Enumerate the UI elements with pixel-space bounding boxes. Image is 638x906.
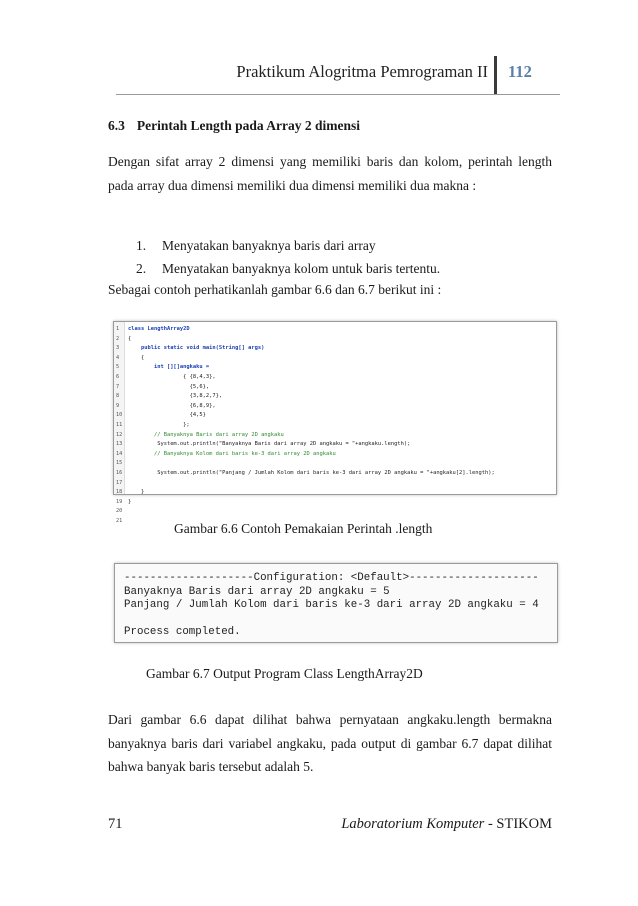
code-line-number: 21 bbox=[116, 517, 123, 524]
code-line-number: 5 bbox=[116, 364, 120, 371]
code-line-number: 15 bbox=[116, 460, 123, 467]
code-line: public static void main(String[] args) bbox=[128, 345, 265, 352]
header-divider bbox=[494, 56, 497, 94]
section-heading bbox=[108, 118, 552, 134]
code-text bbox=[128, 325, 495, 526]
code-line-number: 19 bbox=[116, 498, 123, 505]
code-line: int [][]angkaku = bbox=[128, 364, 210, 371]
header-title: Praktikum Alogritma Pemrograman II bbox=[236, 62, 488, 81]
page-header bbox=[0, 56, 638, 96]
paragraph-intro: Dengan sifat array 2 dimensi yang memiliki baris dan kolom, perintah length pada array dua dimensi memiliki dua dimensi memiliki dua makna : bbox=[108, 154, 552, 193]
list-item bbox=[136, 235, 556, 258]
code-line-number: 17 bbox=[116, 479, 123, 486]
code-line-number: 4 bbox=[116, 354, 120, 361]
paragraph-conclusion: Dari gambar 6.6 dapat dilihat bahwa pernyataan angkaku.length bermakna banyaknya baris dari variabel angkaku, pada output di gambar 6.7 dapat dilihat bahwa banyak baris tersebut adalah 5. bbox=[108, 712, 552, 774]
list-item-number: 2. bbox=[136, 260, 147, 276]
code-line: {4,5} bbox=[128, 412, 206, 419]
list-item bbox=[136, 258, 556, 281]
footer-lab bbox=[341, 816, 552, 833]
output-line: Panjang / Jumlah Kolom dari baris ke-3 dari array 2D angkaku = 4 bbox=[124, 599, 539, 611]
output-screenshot bbox=[114, 563, 558, 643]
code-line-number: 3 bbox=[116, 345, 120, 352]
code-line-number: 8 bbox=[116, 393, 120, 400]
code-line-number: 7 bbox=[116, 383, 120, 390]
code-line: }; bbox=[128, 421, 190, 428]
code-line: class LengthArray2D bbox=[128, 326, 190, 332]
code-line bbox=[128, 459, 495, 469]
code-line-number: 2 bbox=[116, 335, 120, 342]
output-line: --------------------Configuration: <Default>-------------------- bbox=[124, 572, 539, 584]
code-line: } bbox=[128, 498, 132, 505]
code-line bbox=[128, 479, 495, 489]
list-item-number: 1. bbox=[136, 238, 147, 253]
code-line: System.out.println("Panjang / Jumlah Kolom dari baris ke-3 dari array 2D angkaku = "+angkaku[2].length); bbox=[128, 469, 495, 476]
meaning-list bbox=[136, 235, 556, 280]
code-line bbox=[128, 507, 495, 517]
code-line: { bbox=[128, 335, 132, 342]
output-line: Banyaknya Baris dari array 2D angkaku = 5 bbox=[124, 585, 390, 598]
figure-caption-6-6: Gambar 6.6 Contoh Pemakaian Perintah .length bbox=[174, 521, 433, 536]
section-title: Perintah Length pada Array 2 dimensi bbox=[136, 118, 361, 133]
code-line-number: 1 bbox=[116, 326, 120, 332]
footer-page-number: 71 bbox=[108, 816, 123, 832]
list-item-text: Menyatakan banyaknya kolom untuk baris tertentu. bbox=[162, 260, 441, 276]
code-line-number: 18 bbox=[116, 489, 123, 496]
code-line: { bbox=[128, 354, 145, 361]
section-number: 6.3 bbox=[108, 118, 125, 133]
code-line: {5,6}, bbox=[128, 383, 210, 390]
code-line: { {8,4,3}, bbox=[128, 373, 216, 380]
code-line: // Banyaknya Kolom dari baris ke-3 dari array 2D angkaku bbox=[128, 450, 336, 457]
code-line: {6,8,9}, bbox=[128, 402, 216, 409]
figure-caption-6-7: Gambar 6.7 Output Program Class LengthArray2D bbox=[146, 666, 423, 681]
footer-lab-name: Laboratorium Komputer bbox=[341, 816, 485, 832]
code-line-number: 12 bbox=[116, 431, 123, 438]
header-page-number: 112 bbox=[508, 62, 532, 81]
code-line-number: 11 bbox=[116, 421, 123, 428]
paragraph-example: Sebagai contoh perhatikanlah gambar 6.6 dan 6.7 berikut ini : bbox=[108, 282, 442, 297]
output-line: Process completed. bbox=[124, 626, 241, 638]
footer-lab-suffix: - STIKOM bbox=[484, 816, 552, 832]
code-line-number: 9 bbox=[116, 402, 120, 409]
code-screenshot bbox=[113, 321, 557, 524]
code-line-number: 13 bbox=[116, 441, 123, 448]
code-line-number: 10 bbox=[116, 412, 123, 419]
code-line-numbers bbox=[116, 325, 122, 526]
code-line-number: 6 bbox=[116, 373, 120, 380]
code-line-number: 20 bbox=[116, 508, 123, 515]
code-line: System.out.println("Banyaknya Baris dari array 2D angkaku = "+angkaku.length); bbox=[128, 441, 411, 448]
code-line: // Banyaknya Baris dari array 2D angkaku bbox=[128, 431, 284, 438]
code-line: } bbox=[128, 489, 145, 496]
code-line-number: 14 bbox=[116, 450, 123, 457]
code-line: {3,8,2,7}, bbox=[128, 393, 223, 400]
code-line-number: 16 bbox=[116, 469, 123, 476]
header-rule bbox=[116, 94, 560, 95]
list-item-text: Menyatakan banyaknya baris dari array bbox=[162, 238, 376, 253]
